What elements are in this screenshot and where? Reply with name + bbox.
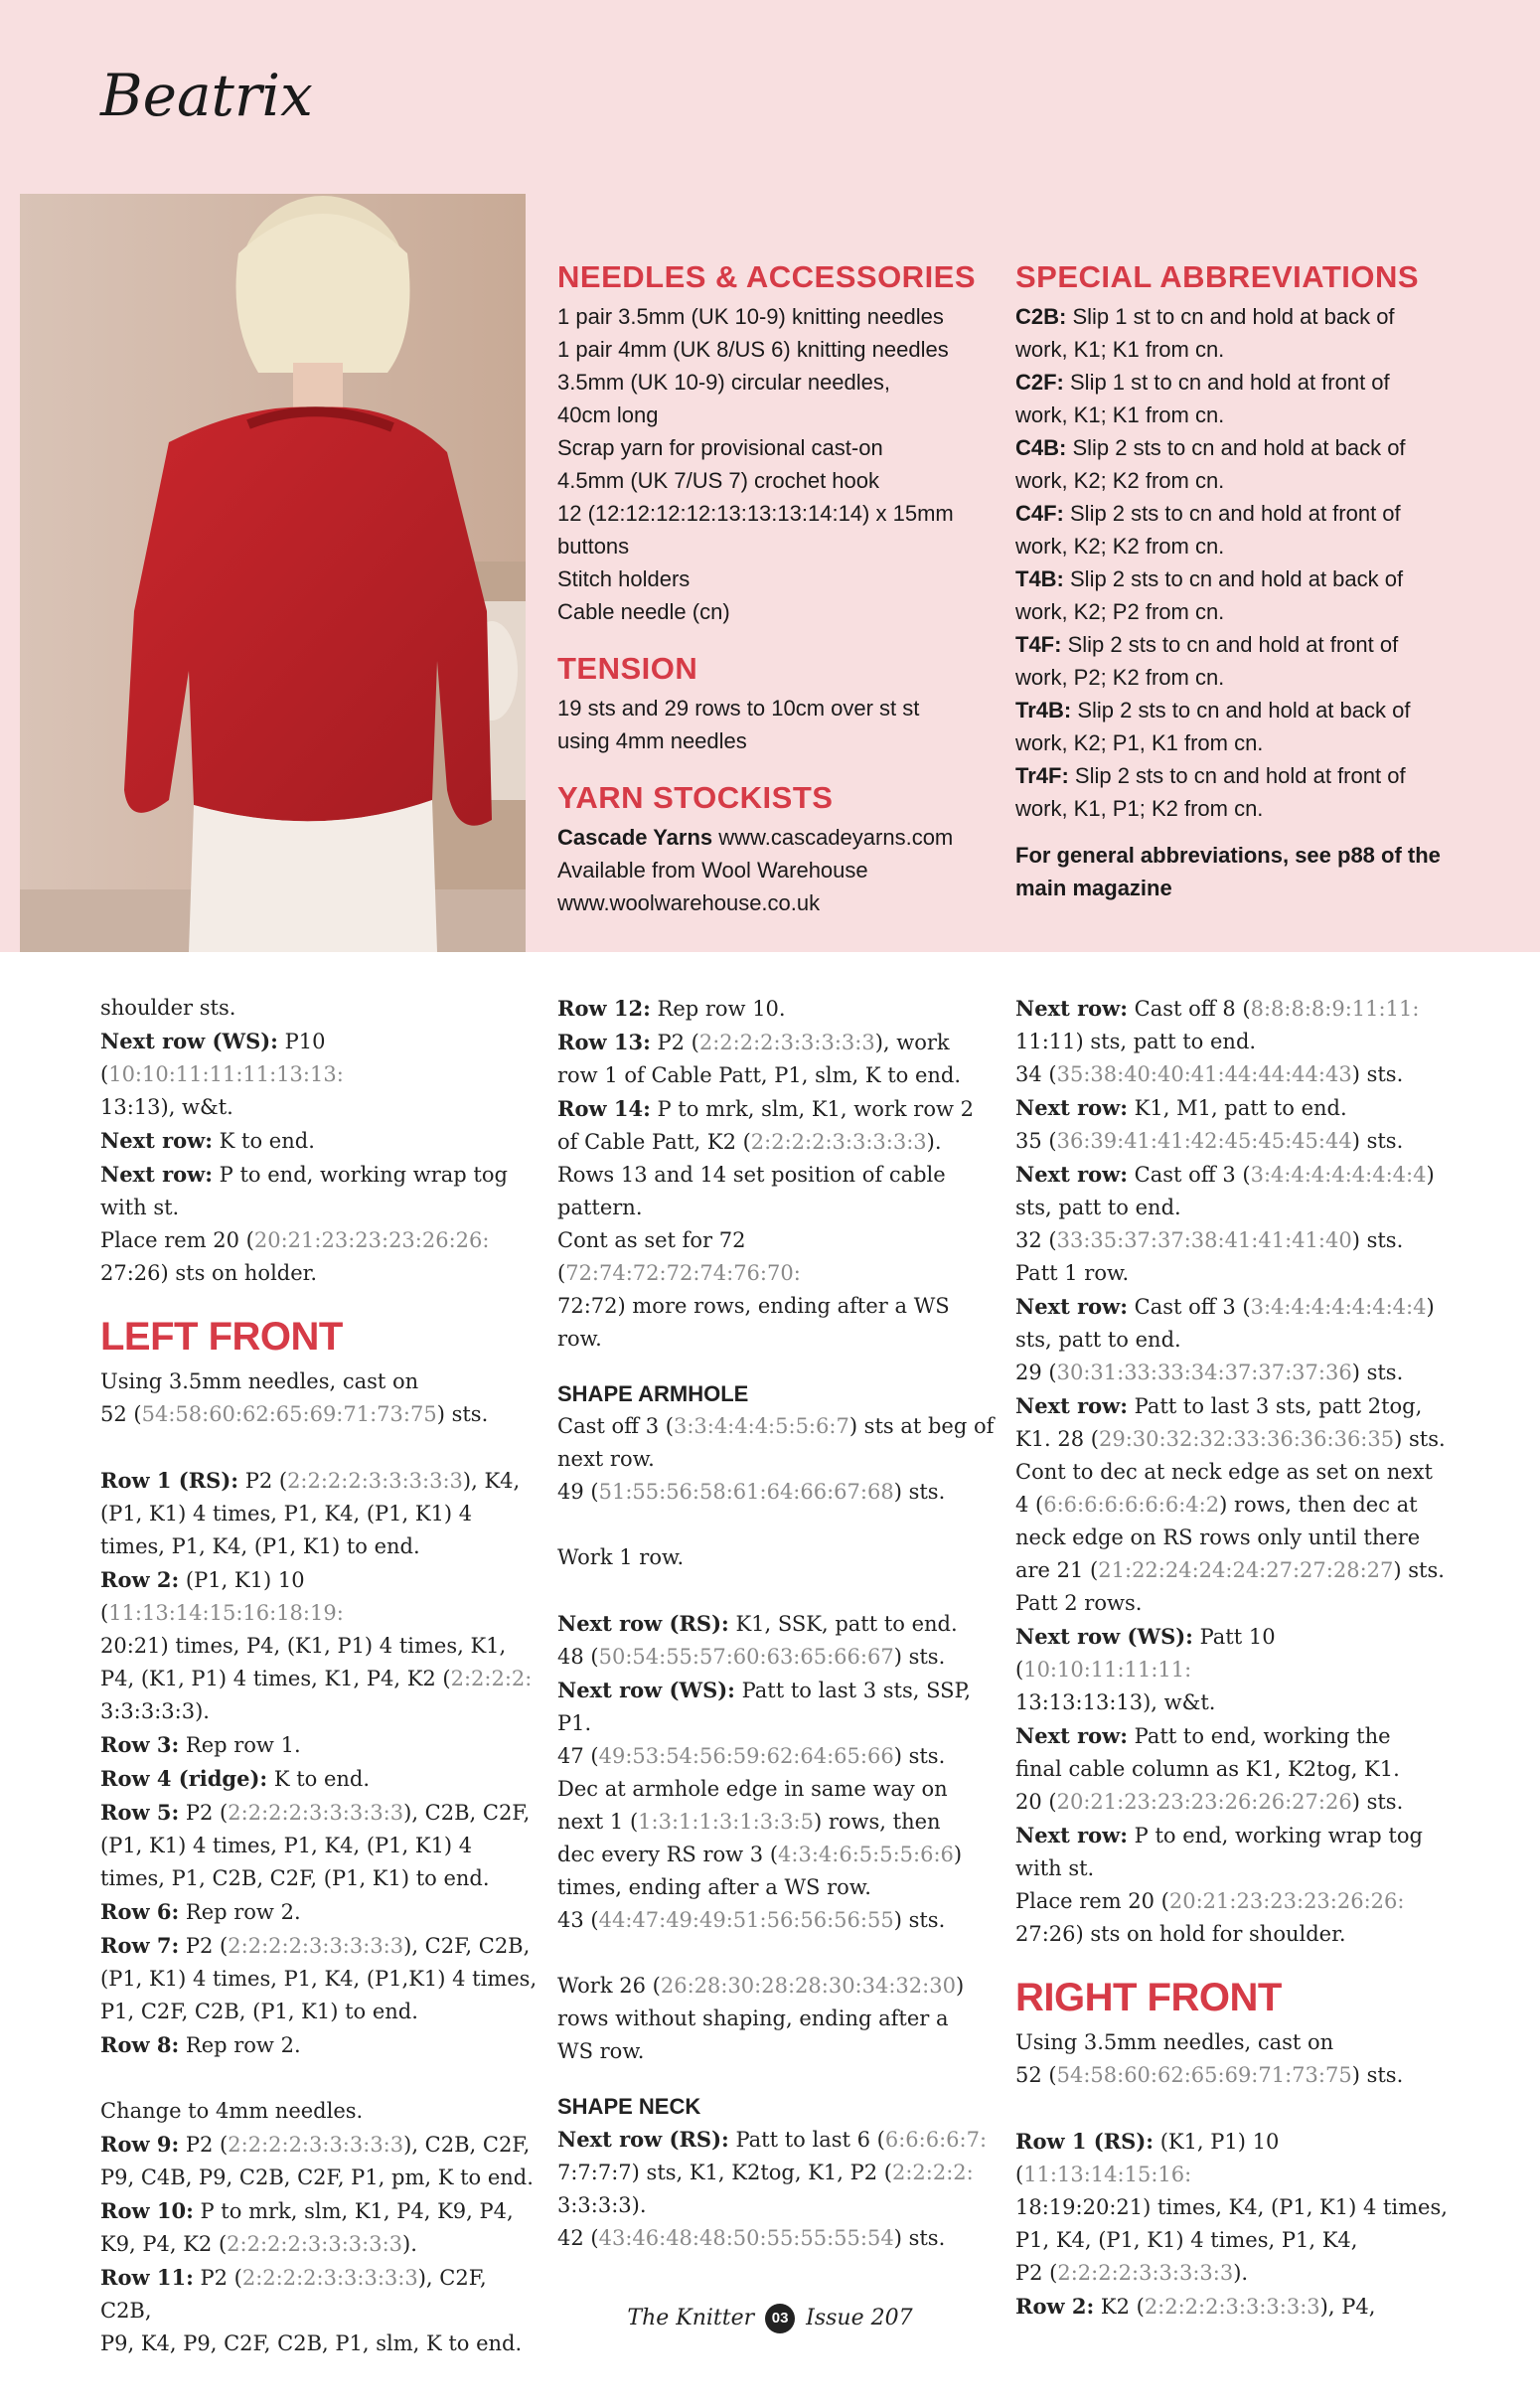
abbr-item: Tr4B: Slip 2 sts to cn and hold at back of work, K2; P1, K1 from cn. [1015, 698, 1411, 755]
section-right-front: RIGHT FRONT [1015, 1976, 1282, 2019]
abbr-item: C4F: Slip 2 sts to cn and hold at front of work, K2; K2 from cn. [1015, 501, 1401, 559]
yarn-brand: Cascade Yarns [557, 825, 713, 850]
abbr-item: Tr4F: Slip 2 sts to cn and hold at front of work, K1, P1; K2 from cn. [1015, 763, 1406, 821]
tension-heading: TENSION [557, 651, 698, 686]
needles-line: 12 (12:12:12:12:13:13:13:14:14) x 15mm buttons [557, 501, 954, 559]
needles-line: Stitch holders [557, 566, 691, 591]
needles-line: Cable needle (cn) [557, 599, 730, 624]
needles-line: 1 pair 4mm (UK 8/US 6) knitting needles [557, 337, 949, 362]
subhead-shape-neck: SHAPE NECK [557, 2094, 701, 2119]
needles-line: 1 pair 3.5mm (UK 10-9) knitting needles [557, 304, 944, 329]
abbreviations-section [1015, 258, 1482, 926]
instructions-column-1: shoulder sts. Next row (WS): P10 (10:10:11:11:11:13:13: 13:13), w&t. Next row: K to end. Next row: P to end, working wrap tog with st. Place rem 20 (20:21:23:23:23:26:26: 27:26) sts on holder. LEFT FRONT Using 3.5mm needles, cast on 52 (54:58:60:62:65:69:71:73:75) sts. Row 1 (RS): P2 (2:2:2:2:3:3:3:3:3), K4, (P1, K1) 4 times, P1, K4, (P1, K1) 4 times, P1, K4, (P1, K1) to end. Row 2: (P1, K1) 10 (11:13:14:15:16:18:19: 20:21) times, P4, (K1, P1) 4 times, K1, P4, (K1, P1) 4 times, K1, P4, K2 (2:2:2:2: 3:3:3:3:3). Row 3: Rep row 1. Row 4 (ridge): K to end. Row 5: P2 (2:2:2:2:3:3:3:3:3), C2B, C2F, (P1, K1) 4 times, P1, K4, (P1, K1) 4 times, P1, C2B, C2F, (P1, K1) to end. Row 6: Rep row 2. Row 7: P2 (2:2:2:2:3:3:3:3:3), C2F, C2B, (P1, K1) 4 times, P1, K4, (P1,K1) 4 times, P1, C2F, C2B, (P1, K1) to end. Row 8: Rep row 2. Change to 4mm needles. Row 9: P2 (2:2:2:2:3:3:3:3:3), C2B, C2F, P9, C4B, P9, C2B, C2F, P1, pm, K to end. Row 10: P to mrk, slm, K1, P4, K9, P4, K9, P4, K2 (2:2:2:2:3:3:3:3:3). Row 11: P2 (2:2:2:2:3:3:3:3:3), C2F, C2B, P9, K4, P9, C2F, C2B, P1, slm, K to end. [100, 996, 538, 2355]
abbr-item: T4B: Slip 2 sts to cn and hold at back of work, K2; P2 from cn. [1015, 566, 1404, 624]
needles-section [557, 258, 995, 919]
page-title: Beatrix [100, 62, 313, 129]
needles-heading: NEEDLES & ACCESSORIES [557, 259, 977, 294]
yarn-link[interactable]: www.woolwarehouse.co.uk [557, 890, 821, 915]
needles-line: Scrap yarn for provisional cast-on [557, 435, 883, 460]
abbreviations-heading: SPECIAL ABBREVIATIONS [1015, 259, 1420, 294]
magazine-name: The Knitter [627, 2306, 755, 2330]
instructions-column-2: Row 12: Rep row 10. Row 13: P2 (2:2:2:2:3:3:3:3:3), work row 1 of Cable Patt, P1, slm, K to end. Row 14: P to mrk, slm, K1, work row 2 of Cable Patt, K2 (2:2:2:2:3:3:3:3:3). Rows 13 and 14 set position of cable pattern. Cont as set for 72 (72:74:72:72:74:76:70: 72:72) more rows, ending after a WS row. SHAPE ARMHOLE Cast off 3 (3:3:4:4:4:5:5:6:7) sts at beg of next row. 49 (51:55:56:58:61:64:66:67:68) sts. Work 1 row. Next row (RS): K1, SSK, patt to end. 48 (50:54:55:57:60:63:65:66:67) sts. Next row (WS): Patt to last 3 sts, SSP, P1. 47 (49:53:54:56:59:62:64:65:66) sts. Dec at armhole edge in same way on next 1 (1:3:1:1:3:1:3:3:5) rows, then dec every RS row 3 (4:3:4:6:5:5:5:6:6) times, ending after a WS row. 43 (44:47:49:49:51:56:56:56:55) sts. Work 26 (26:28:30:28:28:30:34:32:30) rows without shaping, ending after a WS row. SHAPE NECK Next row (RS): Patt to last 6 (6:6:6:6:7: 7:7:7:7) sts, K1, K2tog, K1, P2 (2:2:2:2: 3:3:3:3). 42 (43:46:48:48:50:55:55:55:54) sts. [557, 996, 995, 2250]
subhead-shape-armhole: SHAPE ARMHOLE [557, 1381, 749, 1406]
page-footer [0, 2304, 1540, 2333]
tension-line: 19 sts and 29 rows to 10cm over st st [557, 696, 920, 721]
abbr-item: C2F: Slip 1 st to cn and hold at front of work, K1; K1 from cn. [1015, 370, 1390, 427]
page-number: 03 [765, 2304, 795, 2333]
abbr-item: C2B: Slip 1 st to cn and hold at back of work, K1; K1 from cn. [1015, 304, 1395, 362]
photo-sweater-back-view-icon [20, 194, 526, 952]
yarn-heading: YARN STOCKISTS [557, 780, 834, 815]
issue-number: Issue 207 [806, 2306, 913, 2330]
needles-line: 3.5mm (UK 10-9) circular needles, [557, 370, 891, 395]
needles-line: 4.5mm (UK 7/US 7) crochet hook [557, 468, 880, 493]
yarn-line: Available from Wool Warehouse [557, 858, 868, 883]
instructions-column-3: Next row: Cast off 8 (8:8:8:8:9:11:11: 11:11) sts, patt to end. 34 (35:38:40:40:41:44:44:44:43) sts. Next row: K1, M1, patt to end. 35 (36:39:41:41:42:45:45:45:44) sts. Next row: Cast off 3 (3:4:4:4:4:4:4:4:4) sts, patt to end. 32 (33:35:37:37:38:41:41:41:40) sts. Patt 1 row. Next row: Cast off 3 (3:4:4:4:4:4:4:4:4) sts, patt to end. 29 (30:31:33:33:34:37:37:37:36) sts. Next row: Patt to last 3 sts, patt 2tog, K1. 28 (29:30:32:32:33:36:36:36:35) sts. Cont to dec at neck edge as set on next 4 (6:6:6:6:6:6:6:4:2) rows, then dec at neck edge on RS rows only until there are 21 (21:22:24:24:24:27:27:28:27) sts. Patt 2 rows. Next row (WS): Patt 10 (10:10:11:11:11: 13:13:13:13), w&t. Next row: Patt to end, working the final cable column as K1, K2tog, K1. 20 (20:21:23:23:23:26:26:27:26) sts. Next row: P to end, working wrap tog with st. Place rem 20 (20:21:23:23:23:26:26: 27:26) sts on hold for shoulder. RIGHT FRONT Using 3.5mm needles, cast on 52 (54:58:60:62:65:69:71:73:75) sts. Row 1 (RS): (K1, P1) 10 (11:13:14:15:16: 18:19:20:21) times, K4, (P1, K1) 4 times, P1, K4, (P1, K1) 4 times, P1, K4, P2 (2:2:2:2:3:3:3:3:3). Row 2: K2 (2:2:2:2:3:3:3:3:3), P4, [1015, 992, 1453, 2324]
section-left-front: LEFT FRONT [100, 1315, 343, 1359]
tension-line: using 4mm needles [557, 728, 747, 753]
needles-line: 40cm long [557, 402, 659, 427]
abbr-item: C4B: Slip 2 sts to cn and hold at back of work, K2; K2 from cn. [1015, 435, 1406, 493]
abbr-note: For general abbreviations, see p88 of the main magazine [1015, 843, 1441, 900]
sweater-photo [20, 194, 526, 952]
yarn-brand-url[interactable]: www.cascadeyarns.com [718, 825, 954, 850]
yarn-brand-line [557, 821, 995, 854]
abbr-item: T4F: Slip 2 sts to cn and hold at front of work, P2; K2 from cn. [1015, 632, 1399, 690]
